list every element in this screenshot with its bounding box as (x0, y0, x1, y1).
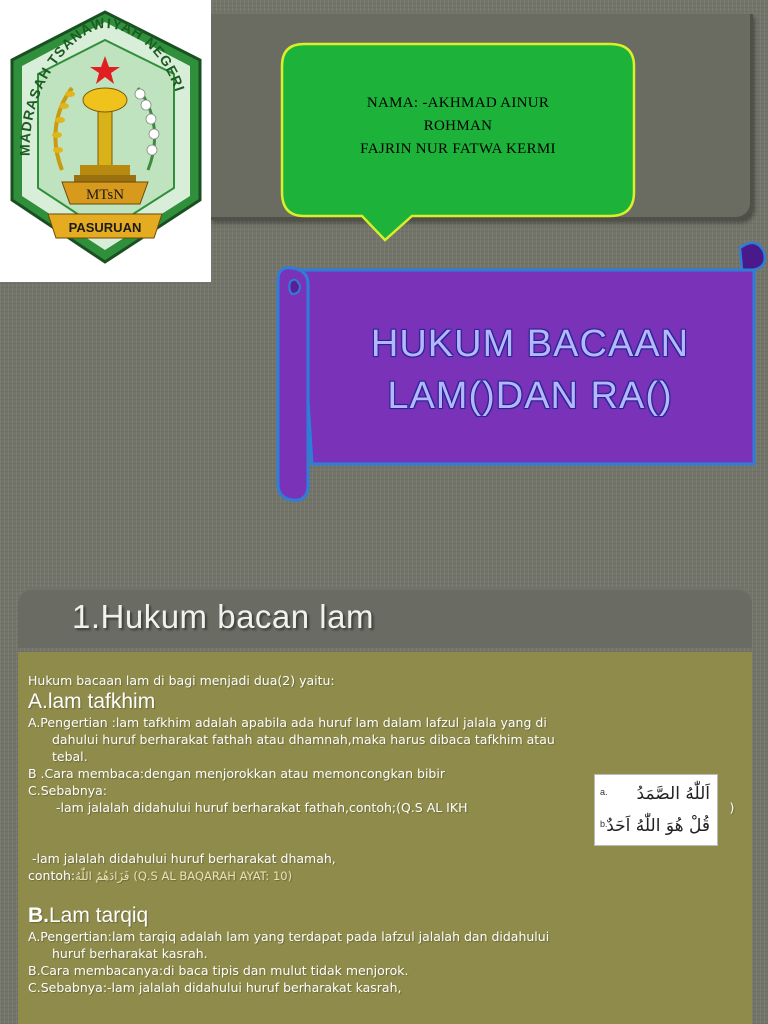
title-line-1: HUKUM BACAAN (370, 323, 690, 365)
school-logo (0, 0, 211, 282)
example-b-label: b. (600, 819, 608, 829)
section-a-sebab-2: -lam jalalah didahului huruf berharakat dhamah, (32, 851, 336, 866)
logo-arc-text: MADRASAH TSANAWIYAH NEGERI (16, 14, 189, 156)
title-line-2: LAM()DAN RA() (387, 375, 673, 417)
section-b-cara: B.Cara membacanya:di baca tipis dan mulut tidak menjorok. (28, 963, 409, 978)
intro-text: Hukum bacaan lam di bagi menjadi dua(2) yaitu: (28, 673, 335, 688)
example-row-b (600, 811, 714, 841)
section-b-heading-bold: B. (28, 904, 49, 927)
slide-header (18, 588, 752, 648)
callout-line-3: FAJRIN NUR FATWA KERMI (360, 141, 556, 157)
callout-line-1: NAMA: -AKHMAD AINUR (366, 95, 550, 111)
section-a-pengertian: A.Pengertian :lam tafkhim adalah apabila ada huruf lam dalam lafzul jalala yang di (28, 715, 547, 730)
section-a-pengertian-end: tebal. (52, 749, 88, 764)
example-a-arabic: اَللّٰهُ الصَّمَدُ (636, 784, 710, 804)
section-b-heading (28, 903, 740, 928)
logo-emblem-text: MTsN (85, 187, 125, 203)
slide-title: 1.Hukum bacan lam (72, 598, 374, 635)
page-title (300, 318, 760, 422)
section-b-heading-rest: Lam tarqiq (49, 904, 149, 927)
section-a-cara: B .Cara membaca:dengan menjorokkan atau memoncongkan bibir (28, 766, 445, 781)
sebab-1-text: -lam jalalah didahului huruf berharakat fathah,contoh;(Q.S AL IKH (56, 800, 468, 815)
section-a-pengertian-cont: dahului huruf berharakat fathah atau dhamnah,maka harus dibaca tafkhim atau (52, 732, 555, 747)
section-a-heading: A.lam tafkhim (28, 690, 156, 713)
section-b-pengertian-cont: huruf berharakat kasrah. (52, 946, 208, 961)
section-b-sebab: C.Sebabnya:-lam jalalah didahului huruf berharakat kasrah, (28, 980, 402, 995)
callout-line-2: ROHMAN (423, 118, 493, 134)
example-row-a (600, 779, 714, 809)
example-b-arabic: قُلْ هُوَ اللّٰهُ اَحَدٌ (606, 816, 710, 836)
sebab-1-end: ) (729, 800, 735, 815)
example-a-label: a. (600, 787, 608, 797)
contoh-ref: (Q.S AL BAQARAH AYAT: 10) (133, 869, 293, 883)
contoh-label: contoh: (28, 868, 76, 883)
name-callout-text (283, 92, 633, 161)
contoh-arabic: فَزَادَهُمُ اللّٰهُ (75, 869, 130, 883)
section-b-pengertian: A.Pengertian:lam tarqiq adalah lam yang terdapat pada lafzul jalalah dan didahului (28, 929, 550, 944)
logo-banner-text: PASURUAN (68, 220, 142, 235)
section-a-contoh (28, 867, 740, 885)
section-a-sebab: C.Sebabnya: (28, 783, 108, 798)
arabic-example-image (594, 774, 718, 846)
